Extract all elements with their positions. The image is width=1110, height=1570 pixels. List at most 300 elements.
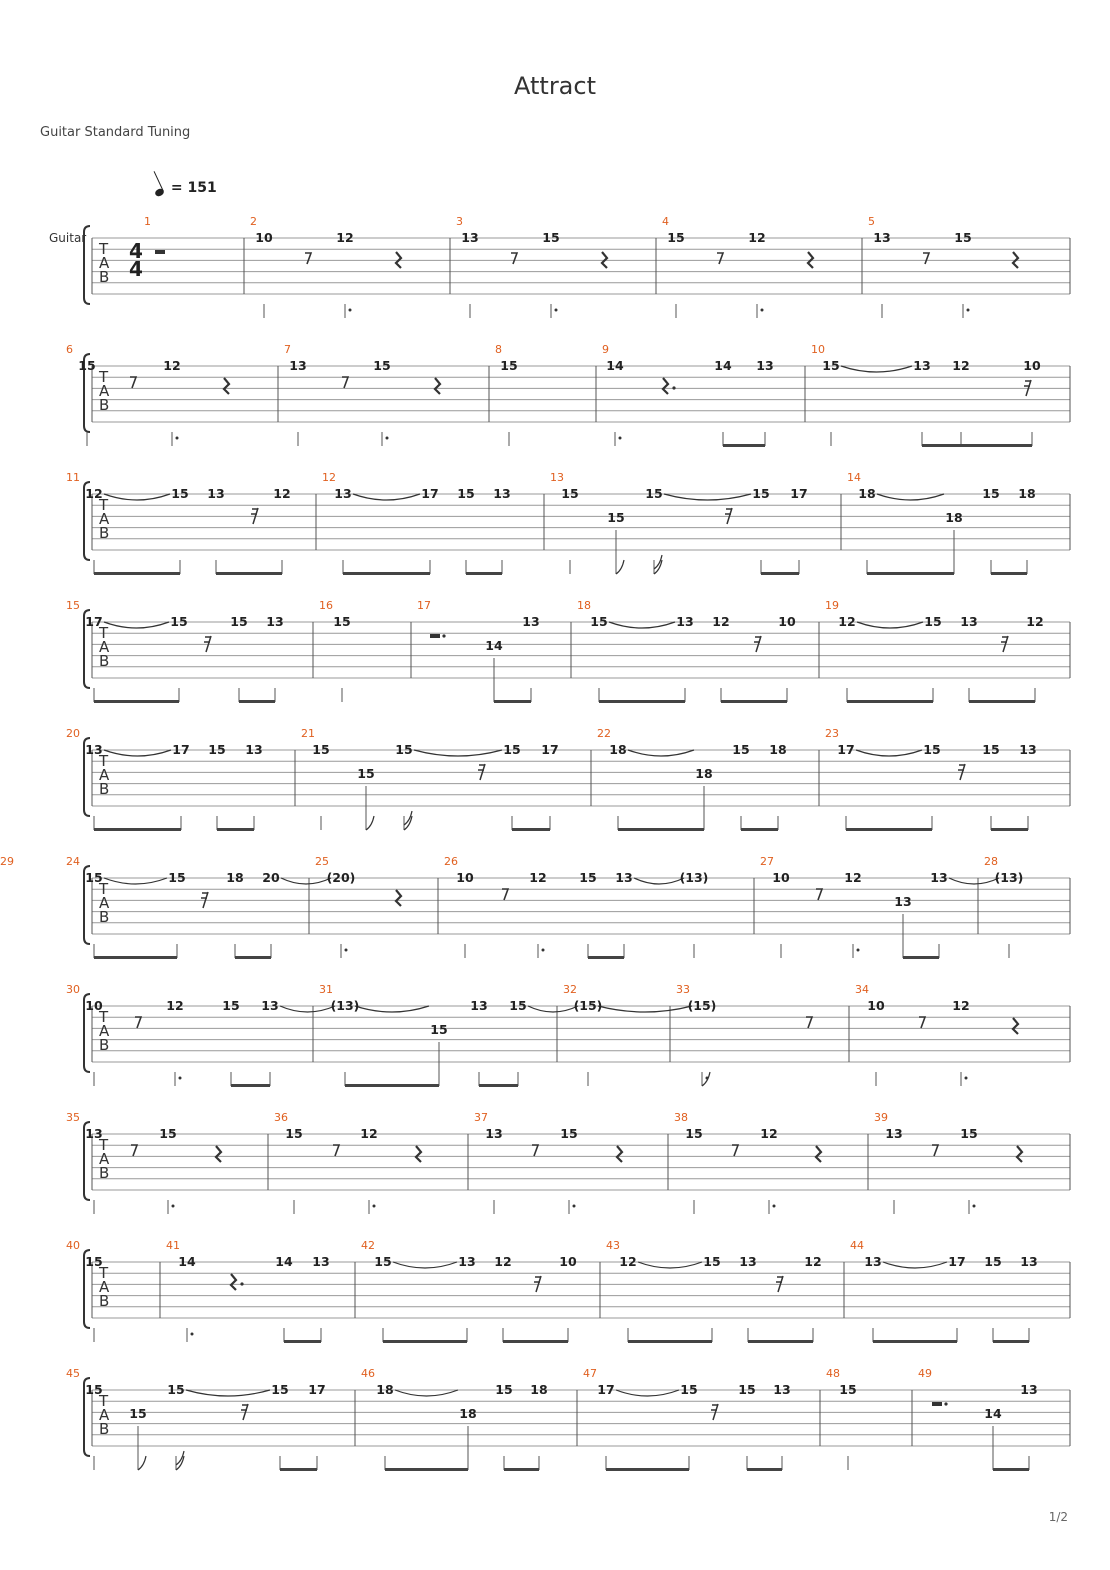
note-beam [969,700,1035,703]
tab-fret-number: 13 [85,1126,103,1141]
tab-fret-number: 15 [495,1382,513,1397]
tab-fret-number: 15 [924,614,942,629]
tab-fret-number: 15 [222,998,240,1013]
tie-arc [949,878,999,884]
note-flag [404,811,412,825]
note-beam [231,1084,270,1087]
tab-fret-number: 15 [607,510,625,525]
tab-fret-number: 10 [1023,358,1041,373]
measure-number: 17 [417,599,431,612]
measure-number: 33 [676,983,690,996]
tie-arc [104,494,170,500]
tab-fret-number: 15 [982,486,1000,501]
eighth-rest [511,253,517,264]
measure-number: 25 [315,855,329,868]
note-beam [503,1340,568,1343]
measure-number: 45 [66,1367,80,1380]
tab-fret-number: 15 [373,358,391,373]
tab-clef-letter: T [99,880,109,898]
note-beam [903,956,939,959]
time-signature-digit: 4 [129,239,143,263]
tie-arc [281,878,331,884]
tab-fret-number: 13 [458,1254,476,1269]
tie-arc [856,750,922,756]
tab-fret-number: 15 [954,230,972,245]
tab-fret-number: 15 [645,486,663,501]
tab-clef-letter: B [99,1292,110,1310]
tie-arc [353,494,420,500]
duration-dot [542,949,545,952]
tab-clef-letter: A [99,894,110,912]
quarter-rest [231,1274,236,1290]
tie-arc [104,878,167,884]
tab-fret-number: 15 [170,614,188,629]
tie-arc [355,1006,429,1012]
tab-clef-letter: T [99,496,109,514]
note-beam [504,1468,539,1471]
measure-number: 19 [825,599,839,612]
page-number: 1/2 [1048,1510,1068,1524]
tie-arc [104,750,171,756]
measure-number: 7 [284,343,291,356]
tab-fret-number: 13 [266,614,284,629]
tab-fret-number: 12 [529,870,547,885]
tab-fret-number: 15 [159,1126,177,1141]
note-beam [494,700,531,703]
tab-fret-number: 13 [207,486,225,501]
note-beam [345,1084,439,1087]
note-beam [235,956,271,959]
tab-fret-number: 12 [494,1254,512,1269]
measure-number: 27 [760,855,774,868]
tab-fret-number: 13 [312,1254,330,1269]
note-beam [747,1468,782,1471]
eighth-rest [732,1145,738,1156]
tab-fret-number: 15 [374,1254,392,1269]
tie-arc [883,1262,947,1268]
tab-fret-number: 13 [1019,742,1037,757]
duration-dot [965,1077,968,1080]
duration-dot [857,949,860,952]
note-beam [385,1468,468,1471]
tab-fret-number: 15 [167,1382,185,1397]
tie-arc [609,622,675,628]
tie-arc [638,1262,702,1268]
tab-fret-number: 18 [376,1382,394,1397]
measure-number: 16 [319,599,333,612]
quarter-rest [617,1146,622,1162]
measure-number: 5 [868,215,875,228]
tab-fret-number: 17 [308,1382,326,1397]
tab-fret-number: 13 [739,1254,757,1269]
tab-fret-number: 13 [615,870,633,885]
note-beam [239,700,275,703]
tab-fret-number: 14 [485,638,503,653]
tab-fret-number: 17 [85,614,103,629]
measure-number: 15 [66,599,80,612]
tab-fret-number: 18 [609,742,627,757]
half-rest [932,1402,942,1406]
tab-fret-number: 15 [982,742,1000,757]
tab-fret-number: 13 [245,742,263,757]
tab-fret-number: 15 [168,870,186,885]
measure-number: 3 [456,215,463,228]
tab-fret-number: 15 [171,486,189,501]
tab-fret-number: 15 [208,742,226,757]
note-beam [599,700,685,703]
tab-fret-number: 13 [334,486,352,501]
duration-dot [973,1205,976,1208]
tab-fret-number: 15 [509,998,527,1013]
note-beam [873,1340,957,1343]
tab-fret-number: 13 [864,1254,882,1269]
tab-fret-number: (20) [326,870,356,885]
tab-fret-number: 17 [790,486,808,501]
note-beam [343,572,430,575]
measure-number: 1 [144,215,151,228]
note-beam [847,700,933,703]
note-beam [94,828,181,831]
measure-number: 20 [66,727,80,740]
tab-fret-number: 17 [837,742,855,757]
tab-fret-number: 13 [756,358,774,373]
tab-fret-number: 10 [85,998,103,1013]
tie-arc [877,494,944,500]
tab-fret-number: 15 [430,1022,448,1037]
tab-fret-number: 15 [129,1406,147,1421]
measure-number: 28 [984,855,998,868]
duration-dot [761,309,764,312]
note-beam [606,1468,689,1471]
eighth-rest [923,253,929,264]
quarter-rest [816,1146,821,1162]
measure-number: 11 [66,471,80,484]
tab-clef-letter: T [99,368,109,386]
measure-number: 48 [826,1367,840,1380]
tab-clef-letter: T [99,752,109,770]
duration-dot [619,437,622,440]
tab-clef-letter: T [99,1136,109,1154]
measure-number: 24 [66,855,80,868]
measure-number: 6 [66,343,73,356]
eighth-rest [816,889,822,900]
quarter-rest [435,378,440,394]
tie-arc [857,622,923,628]
note-flag [654,555,662,569]
tab-fret-number: 14 [714,358,732,373]
duration-dot [773,1205,776,1208]
tab-fret-number: 13 [960,614,978,629]
tab-fret-number: (13) [994,870,1024,885]
tab-fret-number: 15 [579,870,597,885]
note-beam [466,572,502,575]
note-beam [993,1340,1029,1343]
staff-system [84,226,1070,318]
note-beam [991,828,1028,831]
note-beam [618,828,704,831]
tab-clef-letter: A [99,254,110,272]
note-beam [761,572,799,575]
tab-clef-letter: T [99,1392,109,1410]
duration-dot [967,309,970,312]
tab-fret-number: 10 [255,230,273,245]
eighth-rest [130,377,136,388]
tab-fret-number: 14 [606,358,624,373]
tab-fret-number: 18 [945,510,963,525]
tab-clef-letter: A [99,382,110,400]
tab-fret-number: 13 [885,1126,903,1141]
tab-fret-number: 15 [680,1382,698,1397]
tab-fret-number: 13 [1020,1254,1038,1269]
rest-dot [442,634,445,637]
tab-fret-number: 12 [273,486,291,501]
measure-number: 38 [674,1111,688,1124]
tab-fret-number: 15 [271,1382,289,1397]
note-beam [94,956,177,959]
measure-number: 37 [474,1111,488,1124]
note-beam [383,1340,467,1343]
tab-clef-letter: B [99,652,110,670]
tab-clef-letter: A [99,638,110,656]
measure-number: 46 [361,1367,375,1380]
measure-number: 34 [855,983,869,996]
note-beam [993,1468,1029,1471]
note-flag [366,816,374,830]
tab-fret-number: 15 [732,742,750,757]
measure-number: 42 [361,1239,375,1252]
tab-fret-number: 15 [285,1126,303,1141]
duration-dot [176,437,179,440]
tab-fret-number: 17 [541,742,559,757]
duration-dot [172,1205,175,1208]
tie-arc [628,750,694,756]
eighth-rest [932,1145,938,1156]
tab-fret-number: 13 [930,870,948,885]
note-beam [217,828,254,831]
tab-fret-number: 10 [778,614,796,629]
duration-dot [349,309,352,312]
duration-dot [191,1333,194,1336]
tab-fret-number: (15) [573,998,603,1013]
tab-clef-letter: T [99,1008,109,1026]
tab-fret-number: 14 [178,1254,196,1269]
tab-fret-number: 15 [312,742,330,757]
tab-fret-number: 15 [923,742,941,757]
measure-number: 23 [825,727,839,740]
tab-fret-number: 15 [560,1126,578,1141]
note-flag [616,560,624,574]
measure-number: 26 [444,855,458,868]
tab-clef-letter: A [99,1022,110,1040]
tab-fret-number: (13) [679,870,709,885]
measure-number: 13 [550,471,564,484]
measure-number: 18 [577,599,591,612]
tab-fret-number: 12 [360,1126,378,1141]
tab-fret-number: 15 [500,358,518,373]
tab-fret-number: 12 [619,1254,637,1269]
eighth-rest [806,1017,812,1028]
tab-fret-number: 17 [948,1254,966,1269]
measure-number: 9 [602,343,609,356]
tuning-label: Guitar Standard Tuning [40,125,191,140]
tab-fret-number: 12 [336,230,354,245]
quarter-rest [1013,1018,1018,1034]
tab-fret-number: 12 [804,1254,822,1269]
tab-clef-letter: B [99,780,110,798]
tab-fret-number: 15 [230,614,248,629]
tie-arc [104,622,169,628]
measure-number: 31 [319,983,333,996]
duration-dot [179,1077,182,1080]
tab-fret-number: 13 [470,998,488,1013]
tab-fret-number: 12 [844,870,862,885]
tab-fret-number: 15 [561,486,579,501]
tab-fret-number: 15 [85,1254,103,1269]
tab-fret-number: 12 [1026,614,1044,629]
tab-fret-number: 12 [760,1126,778,1141]
tab-fret-number: 15 [333,614,351,629]
tab-clef-letter: T [99,240,109,258]
note-beam [94,572,180,575]
tab-fret-number: 13 [493,486,511,501]
quarter-rest [416,1146,421,1162]
note-beam [479,1084,518,1087]
tab-fret-number: 15 [685,1126,703,1141]
tab-fret-number: 13 [873,230,891,245]
tab-fret-number: 18 [226,870,244,885]
staff-system [84,1378,1070,1471]
duration-dot [386,437,389,440]
note-beam [846,828,932,831]
quarter-rest [1017,1146,1022,1162]
tie-arc [280,1006,335,1012]
tab-fret-number: 18 [769,742,787,757]
tab-clef-letter: B [99,908,110,926]
tab-fret-number: 15 [542,230,560,245]
tab-fret-number: 10 [456,870,474,885]
tab-fret-number: 15 [984,1254,1002,1269]
tab-fret-number: 17 [597,1382,615,1397]
tab-clef-letter: T [99,1264,109,1282]
tab-fret-number: 15 [839,1382,857,1397]
tab-fret-number: 12 [163,358,181,373]
note-beam [628,1340,712,1343]
tab-fret-number: 18 [858,486,876,501]
note-beam [961,444,1032,447]
tie-arc [616,1390,679,1396]
song-title: Attract [514,72,596,100]
note-beam [922,444,961,447]
tab-clef-letter: A [99,1406,110,1424]
tab-fret-number: 12 [952,358,970,373]
tab-fret-number: (13) [330,998,360,1013]
note-beam [721,700,787,703]
tab-fret-number: 13 [913,358,931,373]
rest-dot [240,1282,243,1285]
tie-arc [598,1006,692,1012]
note-flag [654,560,662,574]
note-beam [867,572,954,575]
note-beam [216,572,282,575]
tab-fret-number: 13 [1020,1382,1038,1397]
eighth-rest [131,1145,137,1156]
tab-fret-number: 17 [421,486,439,501]
tie-arc [664,494,751,500]
note-flag [404,816,412,830]
tab-fret-number: 13 [676,614,694,629]
tab-fret-number: (15) [687,998,717,1013]
tab-fret-number: 12 [85,486,103,501]
measure-number: 12 [322,471,336,484]
tab-fret-number: 10 [559,1254,577,1269]
tab-fret-number: 18 [459,1406,477,1421]
note-beam [748,1340,813,1343]
duration-dot [373,1205,376,1208]
duration-dot [573,1205,576,1208]
eighth-rest [532,1145,538,1156]
tab-fret-number: 12 [952,998,970,1013]
duration-dot [345,949,348,952]
measure-number: 4 [662,215,669,228]
tab-fret-number: 15 [85,1382,103,1397]
tab-fret-number: 12 [838,614,856,629]
rest-dot [944,1402,947,1405]
tab-clef-letter: A [99,1150,110,1168]
tab-fret-number: 15 [78,358,96,373]
measure-number: 10 [811,343,825,356]
measure-number: 39 [874,1111,888,1124]
measure-number: 49 [918,1367,932,1380]
tab-fret-number: 13 [894,894,912,909]
eighth-rest [305,253,311,264]
tab-fret-number: 15 [357,766,375,781]
note-beam [991,572,1027,575]
tab-fret-number: 15 [457,486,475,501]
eighth-rest [717,253,723,264]
measure-number: 2 [250,215,257,228]
quarter-rest [216,1146,221,1162]
tab-clef-letter: A [99,1278,110,1296]
tab-fret-number: 12 [712,614,730,629]
tab-fret-number: 18 [695,766,713,781]
tab-fret-number: 15 [822,358,840,373]
tie-arc [393,1262,457,1268]
eighth-rest [502,889,508,900]
tab-clef-letter: T [99,624,109,642]
tab-clef-letter: A [99,766,110,784]
instrument-label: Guitar [49,231,87,245]
measure-number: 44 [850,1239,864,1252]
quarter-rest [396,890,401,906]
tab-fret-number: 13 [522,614,540,629]
tab-fret-number: 10 [772,870,790,885]
staff-system [84,738,1070,831]
eighth-rest [333,1145,339,1156]
measure-number: 35 [66,1111,80,1124]
tab-fret-number: 13 [461,230,479,245]
note-flag [176,1451,184,1465]
tab-clef-letter: B [99,1164,110,1182]
eighth-rest [342,377,348,388]
tab-fret-number: 12 [166,998,184,1013]
tab-fret-number: 13 [485,1126,503,1141]
note-beam [512,828,550,831]
tab-clef-letter: B [99,1036,110,1054]
note-beam [94,700,179,703]
tab-fret-number: 14 [275,1254,293,1269]
tab-fret-number: 15 [703,1254,721,1269]
tab-fret-number: 15 [590,614,608,629]
